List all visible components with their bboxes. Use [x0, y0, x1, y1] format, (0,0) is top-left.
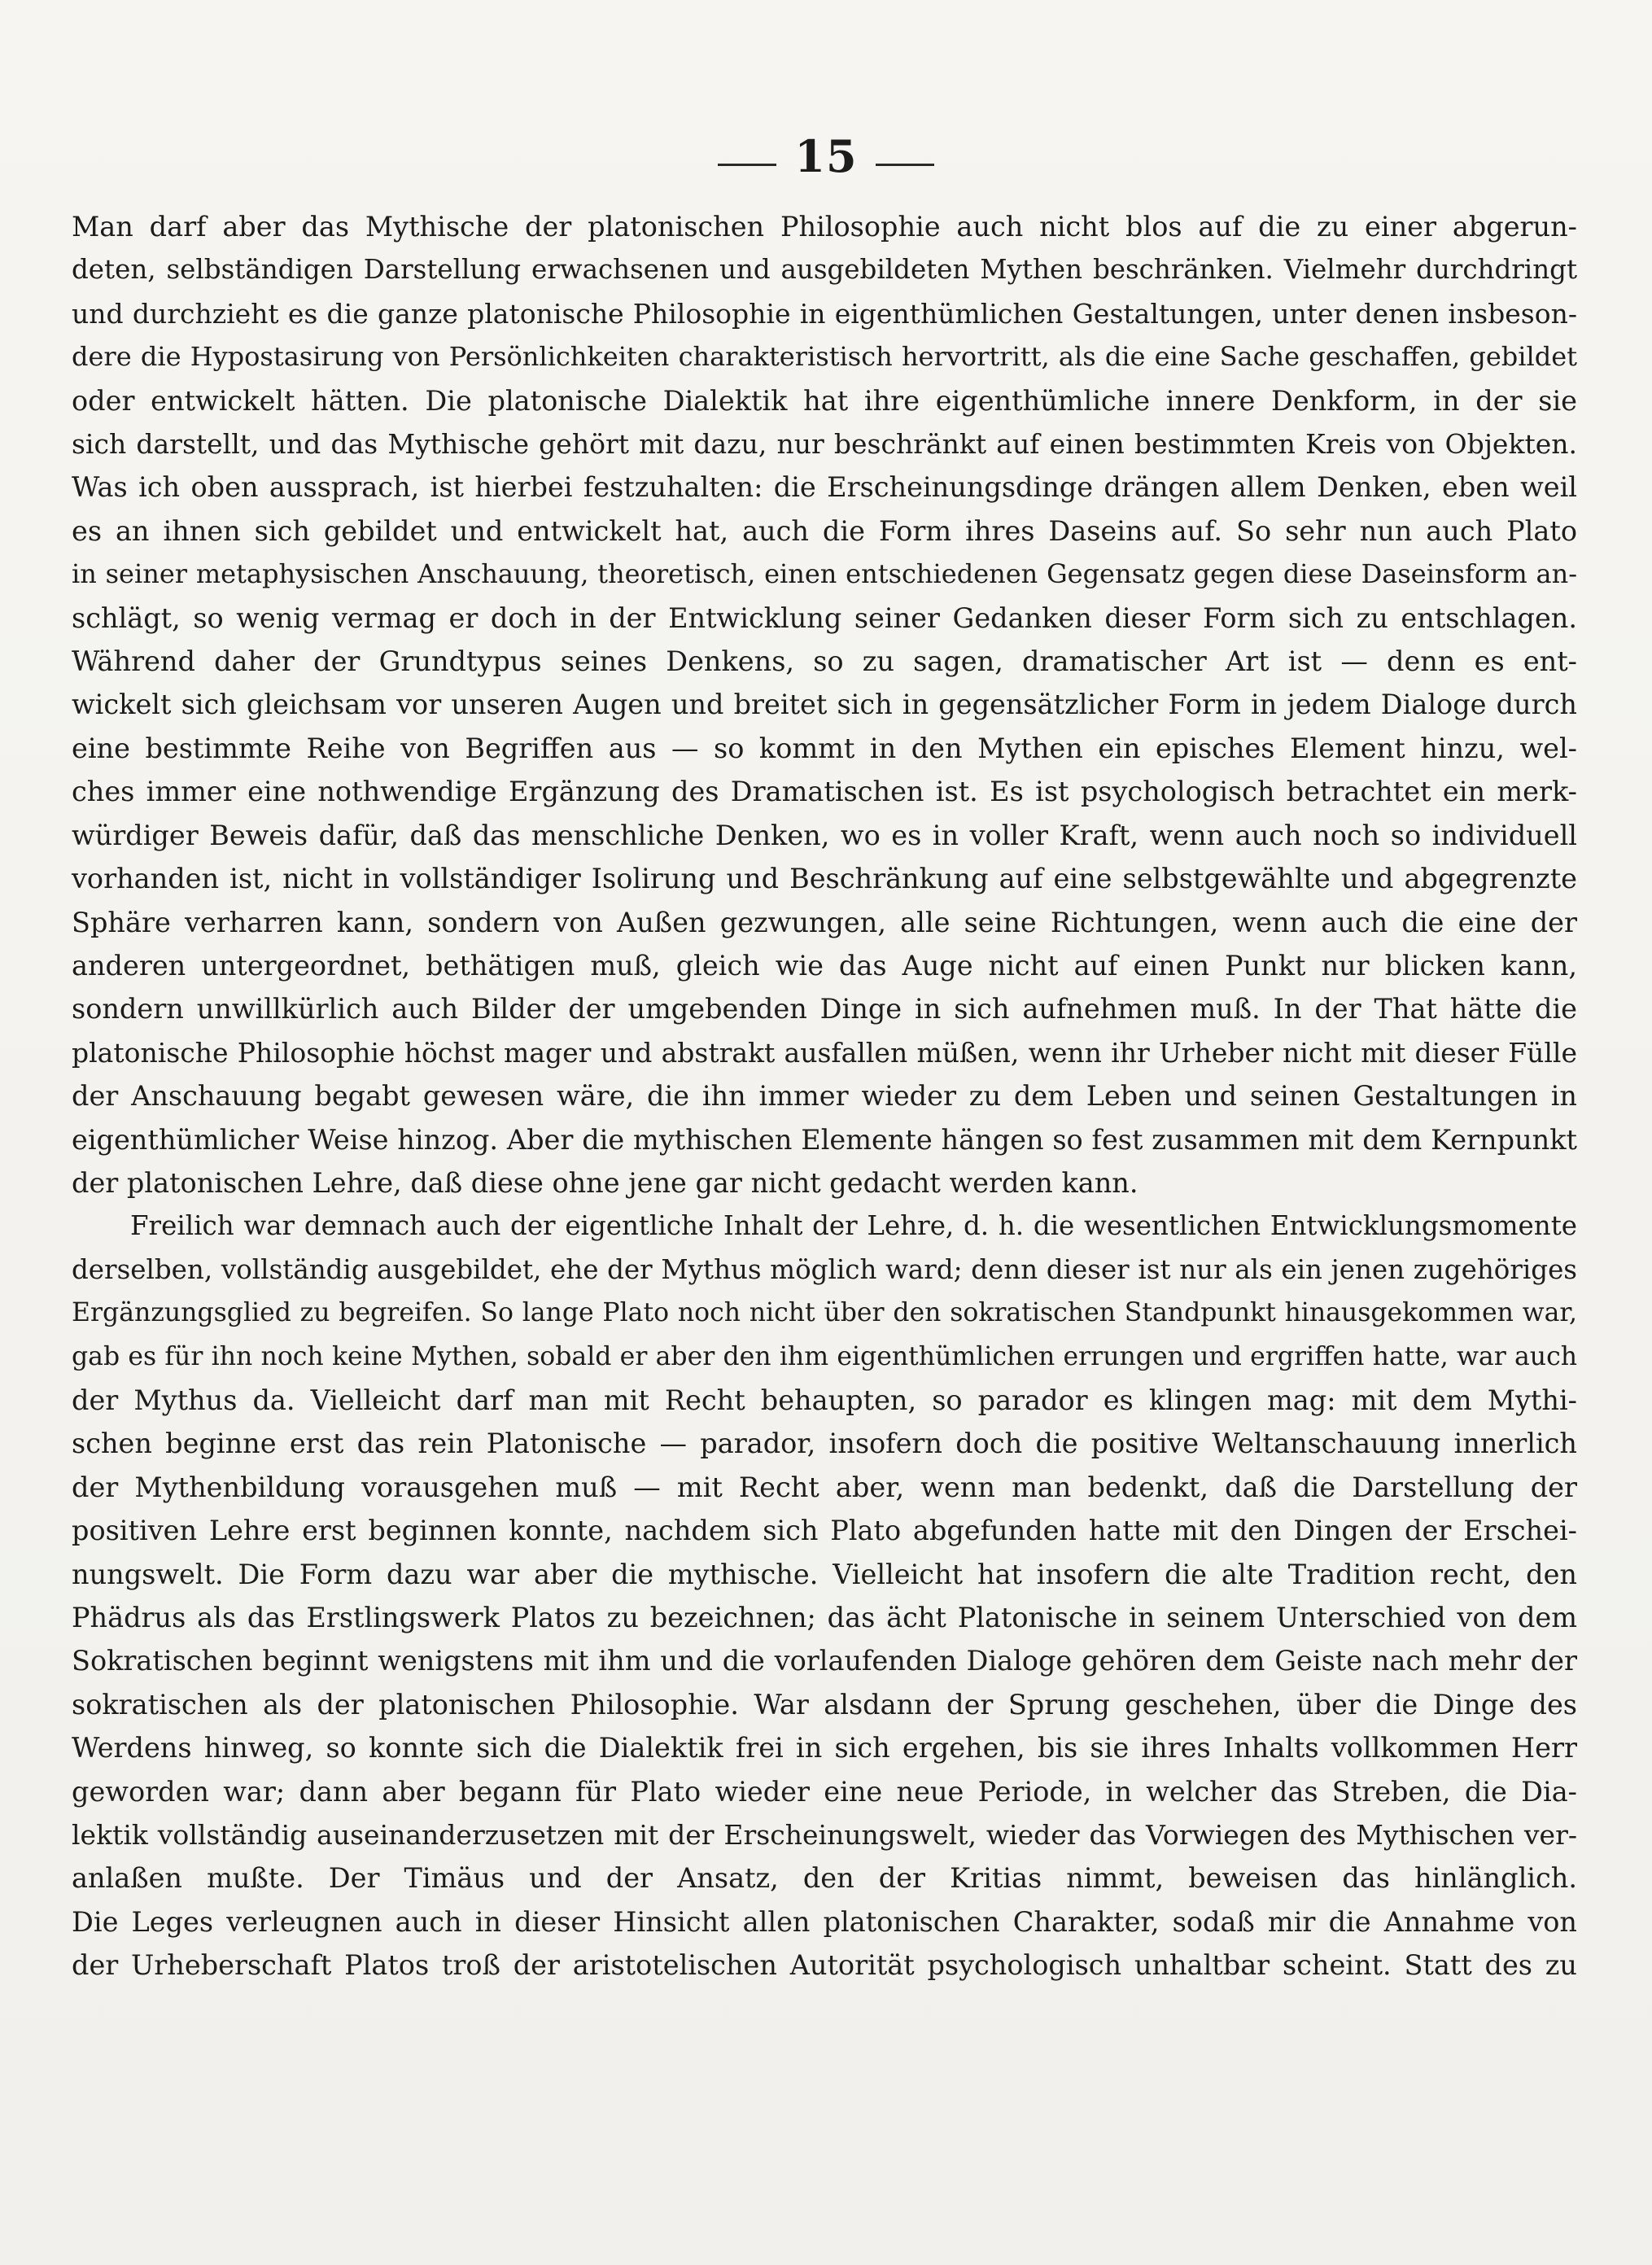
- text-line: Ergänzungsglied zu begreifen. So lange Plato noch nicht über den sokratischen Standpunkt hinausgekommen war,: [72, 1298, 1577, 1328]
- text-line: Während daher der Grundtypus seines Denkens, so zu sagen, dramatischer Art ist — denn es ent-: [72, 645, 1577, 678]
- text-line: es an ihnen sich gebildet und entwickelt hat, auch die Form ihres Daseins auf. So sehr nun auch Plato: [72, 514, 1577, 547]
- header-rule-right: [876, 164, 934, 166]
- page-number: 15: [794, 130, 858, 182]
- text-line: ches immer eine nothwendige Ergänzung des Dramatischen ist. Es ist psychologisch betrachtet ein merk-: [72, 776, 1577, 808]
- text-line: eine bestimmte Reihe von Begriffen aus — so kommt in den Mythen ein episches Element hinzu, wel-: [72, 732, 1577, 764]
- text-line: sich darstellt, und das Mythische gehört mit dazu, nur beschränkt auf einen bestimmten Kreis von Objekten.: [72, 428, 1577, 461]
- text-line: geworden war; dann aber begann für Plato wieder eine neue Periode, in welcher das Streben, die Dia-: [72, 1775, 1577, 1808]
- text-line: deten, selbständigen Darstellung erwachsenen und ausgebildeten Mythen beschränken. Vielmehr durchdringt: [72, 254, 1577, 286]
- body-text: [72, 205, 1577, 1987]
- text-line: Was ich oben aussprach, ist hierbei festzuhalten: die Erscheinungsdinge drängen allem Denken, eben weil: [72, 471, 1577, 504]
- text-line: der Mythenbildung vorausgehen muß — mit Recht aber, wenn man bedenkt, daß die Darstellung der: [72, 1471, 1577, 1503]
- header-rule-left: [718, 164, 776, 166]
- text-line: sokratischen als der platonischen Philosophie. War alsdann der Sprung geschehen, über die Dinge des: [72, 1688, 1577, 1721]
- text-line: Freilich war demnach auch der eigentliche Inhalt der Lehre, d. h. die wesentlichen Entwicklungsmomente: [130, 1210, 1577, 1242]
- text-line: wickelt sich gleichsam vor unseren Augen und breitet sich in gegensätzlicher Form in jedem Dialoge durch: [72, 689, 1577, 721]
- text-line: Die Leges verleugnen auch in dieser Hinsicht allen platonischen Charakter, sodaß mir die Annahme von: [72, 1905, 1577, 1938]
- text-line: Sokratischen beginnt wenigstens mit ihm und die vorlaufenden Dialoge gehören dem Geiste nach mehr der: [72, 1645, 1577, 1677]
- text-line: anlaßen mußte. Der Timäus und der Ansatz, den der Kritias nimmt, beweisen das hinlänglich.: [72, 1862, 1577, 1895]
- text-line: schen beginne erst das rein Platonische — parador, insofern doch die positive Weltanschauung innerlich: [72, 1428, 1577, 1460]
- text-line: Werdens hinweg, so konnte sich die Dialektik frei in sich ergehen, bis sie ihres Inhalts vollkommen Herr: [72, 1732, 1577, 1764]
- text-line: derselben, vollständig ausgebildet, ehe der Mythus möglich ward; denn dieser ist nur als ein jenen zugehöriges: [72, 1253, 1577, 1285]
- text-line: der Urheberschaft Platos troß der aristotelischen Autorität psychologisch unhaltbar scheint. Statt des zu: [72, 1949, 1577, 1982]
- text-line: positiven Lehre erst beginnen konnte, nachdem sich Plato abgefunden hatte mit den Dingen der Erschei-: [72, 1515, 1577, 1547]
- text-line: gab es für ihn noch keine Mythen, sobald er aber den ihm eigenthümlichen errungen und ergriffen hatte, war auch: [72, 1341, 1577, 1371]
- text-line: eigenthümlicher Weise hinzog. Aber die mythischen Elemente hängen so fest zusammen mit dem Kernpunkt: [72, 1123, 1577, 1156]
- text-line: sondern unwillkürlich auch Bilder der umgebenden Dinge in sich aufnehmen muß. In der That hätte die: [72, 993, 1577, 1025]
- text-line: oder entwickelt hätten. Die platonische Dialektik hat ihre eigenthümliche innere Denkform, in der sie: [72, 384, 1577, 417]
- text-line: platonische Philosophie höchst mager und abstrakt ausfallen müßen, wenn ihr Urheber nicht mit dieser Fülle: [72, 1036, 1577, 1069]
- text-line: Phädrus als das Erstlingswerk Platos zu bezeichnen; das ächt Platonische in seinem Unterschied von dem: [72, 1602, 1577, 1633]
- text-line: schlägt, so wenig vermag er doch in der Entwicklung seiner Gedanken dieser Form sich zu entschlagen.: [72, 601, 1577, 634]
- text-line: der platonischen Lehre, daß diese ohne jene gar nicht gedacht werden kann.: [72, 1166, 1138, 1199]
- text-line: Sphäre verharren kann, sondern von Außen gezwungen, alle seine Richtungen, wenn auch die eine der: [72, 906, 1577, 938]
- page-header: [0, 130, 1652, 182]
- text-line: in seiner metaphysischen Anschauung, theoretisch, einen entschiedenen Gegensatz gegen diese Daseinsform an-: [72, 558, 1577, 590]
- text-line: nungswelt. Die Form dazu war aber die mythische. Vielleicht hat insofern die alte Tradition recht, den: [72, 1558, 1577, 1590]
- text-line: vorhanden ist, nicht in vollständiger Isolirung und Beschränkung auf eine selbstgewählte und abgegrenzte: [72, 863, 1577, 895]
- text-line: der Anschauung begabt gewesen wäre, die ihn immer wieder zu dem Leben und seinen Gestaltungen in: [72, 1080, 1577, 1113]
- text-line: und durchzieht es die ganze platonische Philosophie in eigenthümlichen Gestaltungen, unter denen insbeson-: [72, 297, 1577, 330]
- text-line: anderen untergeordnet, bethätigen muß, gleich wie das Auge nicht auf einen Punkt nur blicken kann,: [72, 949, 1577, 982]
- text-line: lektik vollständig auseinanderzusetzen mit der Erscheinungswelt, wieder das Vorwiegen des Mythischen ver-: [72, 1819, 1577, 1852]
- text-line: würdiger Beweis dafür, daß das menschliche Denken, wo es in voller Kraft, wenn auch noch so individuell: [72, 819, 1577, 851]
- text-line: Man darf aber das Mythische der platonischen Philosophie auch nicht blos auf die zu einer abgerun-: [72, 211, 1577, 243]
- text-line: der Mythus da. Vielleicht darf man mit Recht behaupten, so parador es klingen mag: mit dem Mythi-: [72, 1384, 1577, 1416]
- text-line: dere die Hypostasirung von Persönlichkeiten charakteristisch hervortritt, als die eine Sache geschaffen, gebildet: [72, 341, 1577, 373]
